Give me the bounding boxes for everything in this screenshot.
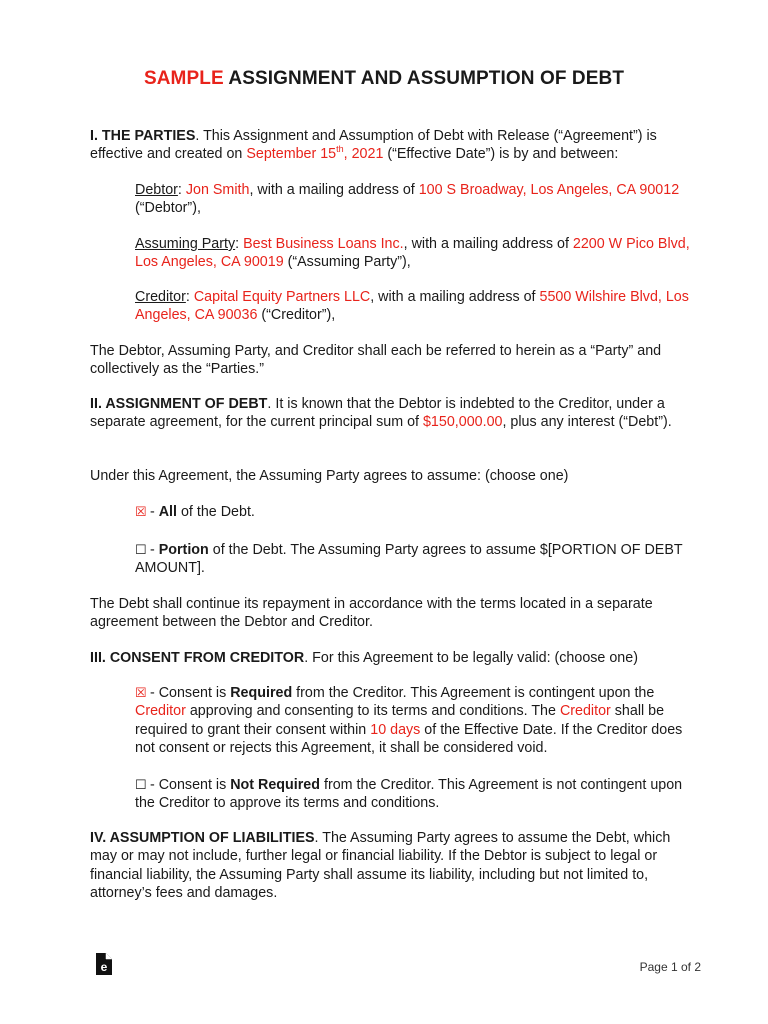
consent-not-required-label: Not Required: [230, 777, 320, 793]
parties-text: . This Assignment and Assumption of Debt with Release (“Agreement”) is effective and created on: [90, 128, 657, 163]
debtor-address: 100 S Broadway, Los Angeles, CA 90012: [418, 182, 680, 198]
section-parties: [90, 127, 690, 164]
section-liabilities: IV. ASSUMPTION OF LIABILITIES. The Assuming Party agrees to assume the Debt, which may or may not include, further legal or financial liability. If the Debtor is subject to legal or financial liability, the Assuming Party shall assume its liability, including but not limited to, attorney’s fees and damages.: [90, 830, 671, 901]
checked-box-icon[interactable]: ☒: [135, 504, 147, 519]
effective-date: September 15th, 2021: [246, 144, 384, 163]
option-all-label: All: [158, 504, 177, 520]
title-sample: SAMPLE: [143, 68, 224, 89]
unchecked-box-icon[interactable]: ☐: [135, 777, 147, 792]
consent-not-required-option: ☐ - Consent is Not Required from the Creditor. This Agreement is not contingent upon the Creditor to approve its terms and conditions.: [135, 777, 683, 812]
principal-amount: $150,000.00: [422, 414, 503, 431]
svg-text:e: e: [100, 960, 108, 974]
eforms-logo-icon: [94, 952, 113, 976]
creditor-clause: Creditor: Capital Equity Partners LLC, with a mailing address of 5500 Wilshire Blvd, Los Angeles, CA 90036 (“Creditor”),: [135, 289, 689, 324]
assuming-party-clause: Assuming Party: Best Business Loans Inc., with a mailing address of 2200 W Pico Blvd, Los Angeles, CA 90019 (“Assuming Party”),: [135, 236, 690, 271]
document-title: [0, 68, 768, 90]
debtor-clause: Debtor: Jon Smith, with a mailing address of 100 S Broadway, Los Angeles, CA 90012 (“Debtor”),: [135, 182, 680, 217]
section-consent: III. CONSENT FROM CREDITOR. For this Agreement to be legally valid: (choose one): [90, 650, 638, 666]
option-portion-label: Portion: [158, 542, 209, 558]
liabilities-heading: IV. ASSUMPTION OF LIABILITIES: [90, 830, 315, 846]
consent-required-label: Required: [230, 685, 293, 701]
assuming-party-name: Best Business Loans Inc.: [243, 236, 404, 252]
unchecked-box-icon[interactable]: ☐: [135, 542, 147, 557]
parties-heading: I. THE PARTIES: [90, 128, 196, 144]
parties-text-end: (“Effective Date”) is by and between:: [383, 146, 619, 163]
assignment-heading: II. ASSIGNMENT OF DEBT: [90, 396, 268, 412]
option-all: ☒ - All of the Debt.: [135, 504, 255, 520]
debtor-name: Jon Smith: [185, 182, 250, 198]
consent-days: 10 days: [370, 721, 421, 738]
section-assignment: II. ASSIGNMENT OF DEBT. It is known that the Debtor is indebted to the Creditor, under a separate agreement, for the current principal sum of $150,000.00, plus any interest (“Debt”).: [90, 396, 672, 431]
consent-required-option: ☒ - Consent is Required from the Creditor. This Agreement is contingent upon the Creditor approving and consenting to its terms and conditions. The Creditor shall be required to grant their consent within 10 days of the Effective Date. If the Creditor does not consent or rejects this Agreement, it shall be considered void.: [135, 685, 683, 756]
parties-reference: The Debtor, Assuming Party, and Creditor shall each be referred to herein as a “Party” and collectively as the “Parties.”: [90, 343, 662, 378]
creditor-ref: Creditor: [559, 703, 611, 720]
creditor-ref: Creditor: [135, 703, 186, 720]
creditor-address: 5500 Wilshire Blvd, Los Angeles, CA 90036: [135, 289, 689, 324]
assuming-party-address: 2200 W Pico Blvd, Los Angeles, CA 90019: [135, 236, 690, 271]
assuming-party-label: Assuming Party: [135, 236, 236, 252]
title-text: ASSIGNMENT AND ASSUMPTION OF DEBT: [223, 68, 625, 89]
assume-intro: Under this Agreement, the Assuming Party agrees to assume: (choose one): [90, 468, 569, 484]
consent-heading: III. CONSENT FROM CREDITOR: [90, 650, 305, 666]
creditor-name: Capital Equity Partners LLC: [193, 289, 371, 305]
creditor-label: Creditor: [135, 289, 186, 305]
checked-box-icon[interactable]: ☒: [135, 685, 147, 700]
repayment-text: The Debt shall continue its repayment in accordance with the terms located in a separate agreement between the Debtor and Creditor.: [90, 596, 653, 631]
option-portion: ☐ - Portion of the Debt. The Assuming Party agrees to assume $[PORTION OF DEBT AMOUNT].: [135, 542, 683, 577]
debtor-label: Debtor: [135, 182, 178, 198]
page-number: Page 1 of 2: [639, 960, 701, 974]
